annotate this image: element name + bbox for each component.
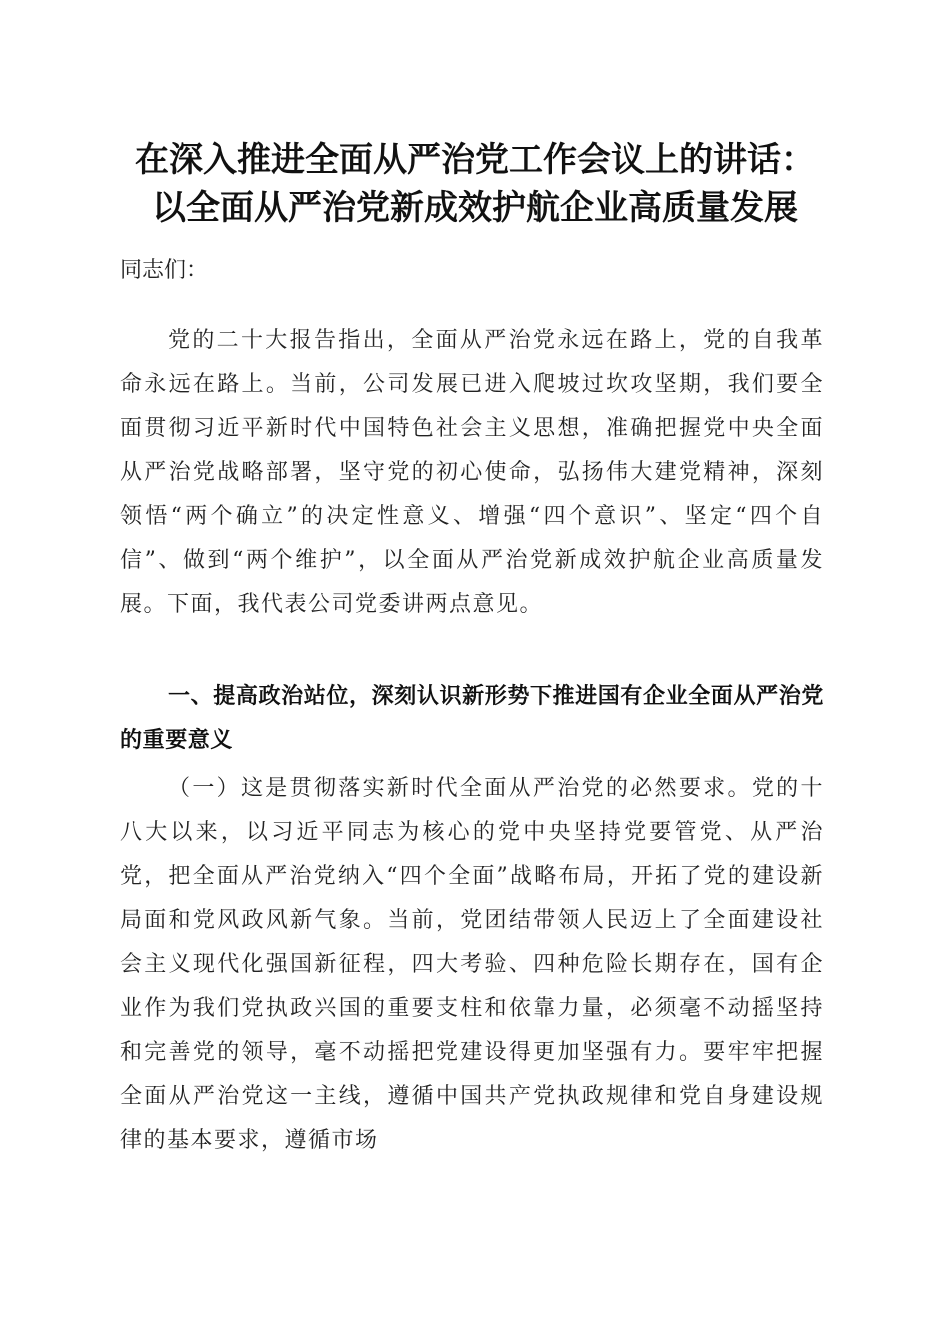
salutation: 同志们： [120, 258, 209, 283]
body-paragraph-2: （一）这是贯彻落实新时代全面从严治党的必然要求。党的十八大以来，以习近平同志为核心的党中央坚持党要管党、从严治党，把全面从严治党纳入“四个全面”战略布局，开拓了党的建设新局面和党风政风新气象。当前，党团结带领人民迈上了全面建设社会主义现代化强国新征程，四大考验、四种危险长期存在，国有企业作为我们党执政兴国的重要支柱和依靠力量，必须毫不动摇坚持和完善党的领导，毫不动摇把党建设得更加坚强有力。要牢牢把握全面从严治党这一主线，遵循中国共产党执政规律和党自身建设规律的基本要求，遵循市场 [120, 776, 824, 1153]
document-title-line-1: 在深入推进全面从严治党工作会议上的讲话： [135, 140, 815, 180]
document-title-line-2: 以全面从严治党新成效护航企业高质量发展 [152, 188, 798, 228]
body-paragraph-1: 党的二十大报告指出，全面从严治党永远在路上，党的自我革命永远在路上。当前，公司发展已进入爬坡过坎攻坚期，我们要全面贯彻习近平新时代中国特色社会主义思想，准确把握党中央全面从严治党战略部署，坚守党的初心使命，弘扬伟大建党精神，深刻领悟“两个确立”的决定性意义、增强“四个意识”、坚定“四个自信”、做到“两个维护”，以全面从严治党新成效护航企业高质量发展。下面，我代表公司党委讲两点意见。 [120, 328, 824, 617]
section-heading-1: 一、提高政治站位，深刻认识新形势下推进国有企业全面从严治党的重要意义 [120, 684, 824, 753]
